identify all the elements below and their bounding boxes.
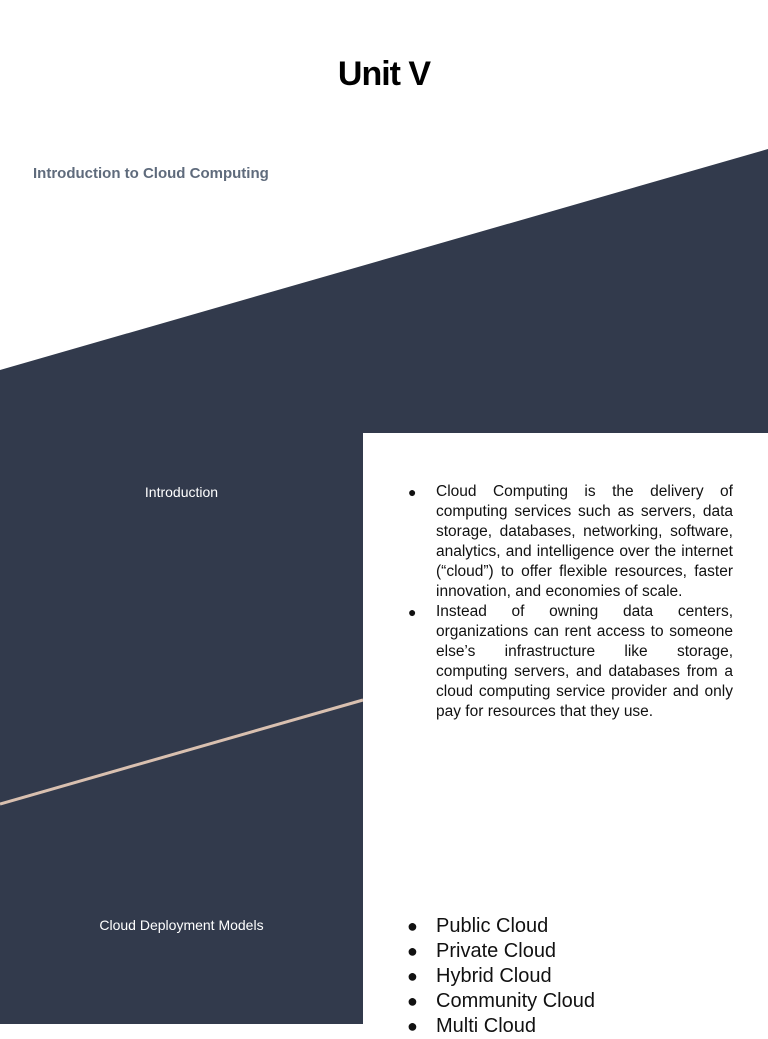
list-item [405,1014,595,1039]
bullet-icon: ● [407,966,418,986]
page-title: Unit V [337,55,431,93]
introduction-bullet-list [405,482,733,722]
list-item [405,602,733,722]
list-item [405,914,595,939]
list-item [405,482,733,602]
section-label-introduction: Introduction [144,484,219,500]
section-label-deployment-models: Cloud Deployment Models [99,917,264,933]
bullet-icon: ● [407,941,418,961]
model-name: Private Cloud [436,940,557,962]
model-name: Public Cloud [436,915,549,937]
bullet-text: Cloud Computing is the delivery of computing services such as servers, data storage, databases, networking, software, analytics, and intelligence over the internet (“cloud”) to offer flexible resources, faster innovation, and economies of scale. [436,483,733,600]
deployment-models-list [405,914,595,1039]
page-subtitle: Introduction to Cloud Computing [33,165,269,182]
bullet-icon: ● [407,1016,418,1036]
bullet-icon: ● [407,991,418,1011]
bullet-icon: ● [407,916,418,936]
model-name: Hybrid Cloud [436,965,552,987]
list-item [405,939,595,964]
list-item [405,964,595,989]
bullet-text: Instead of owning data centers, organizations can rent access to someone else’s infrastructure like storage, computing servers, and databases from a cloud computing service provider and only pay for resources that they use. [436,603,733,720]
model-name: Multi Cloud [436,1015,537,1037]
list-item [405,989,595,1014]
bullet-icon: ● [408,604,417,620]
bullet-icon: ● [408,484,417,500]
model-name: Community Cloud [436,990,595,1012]
